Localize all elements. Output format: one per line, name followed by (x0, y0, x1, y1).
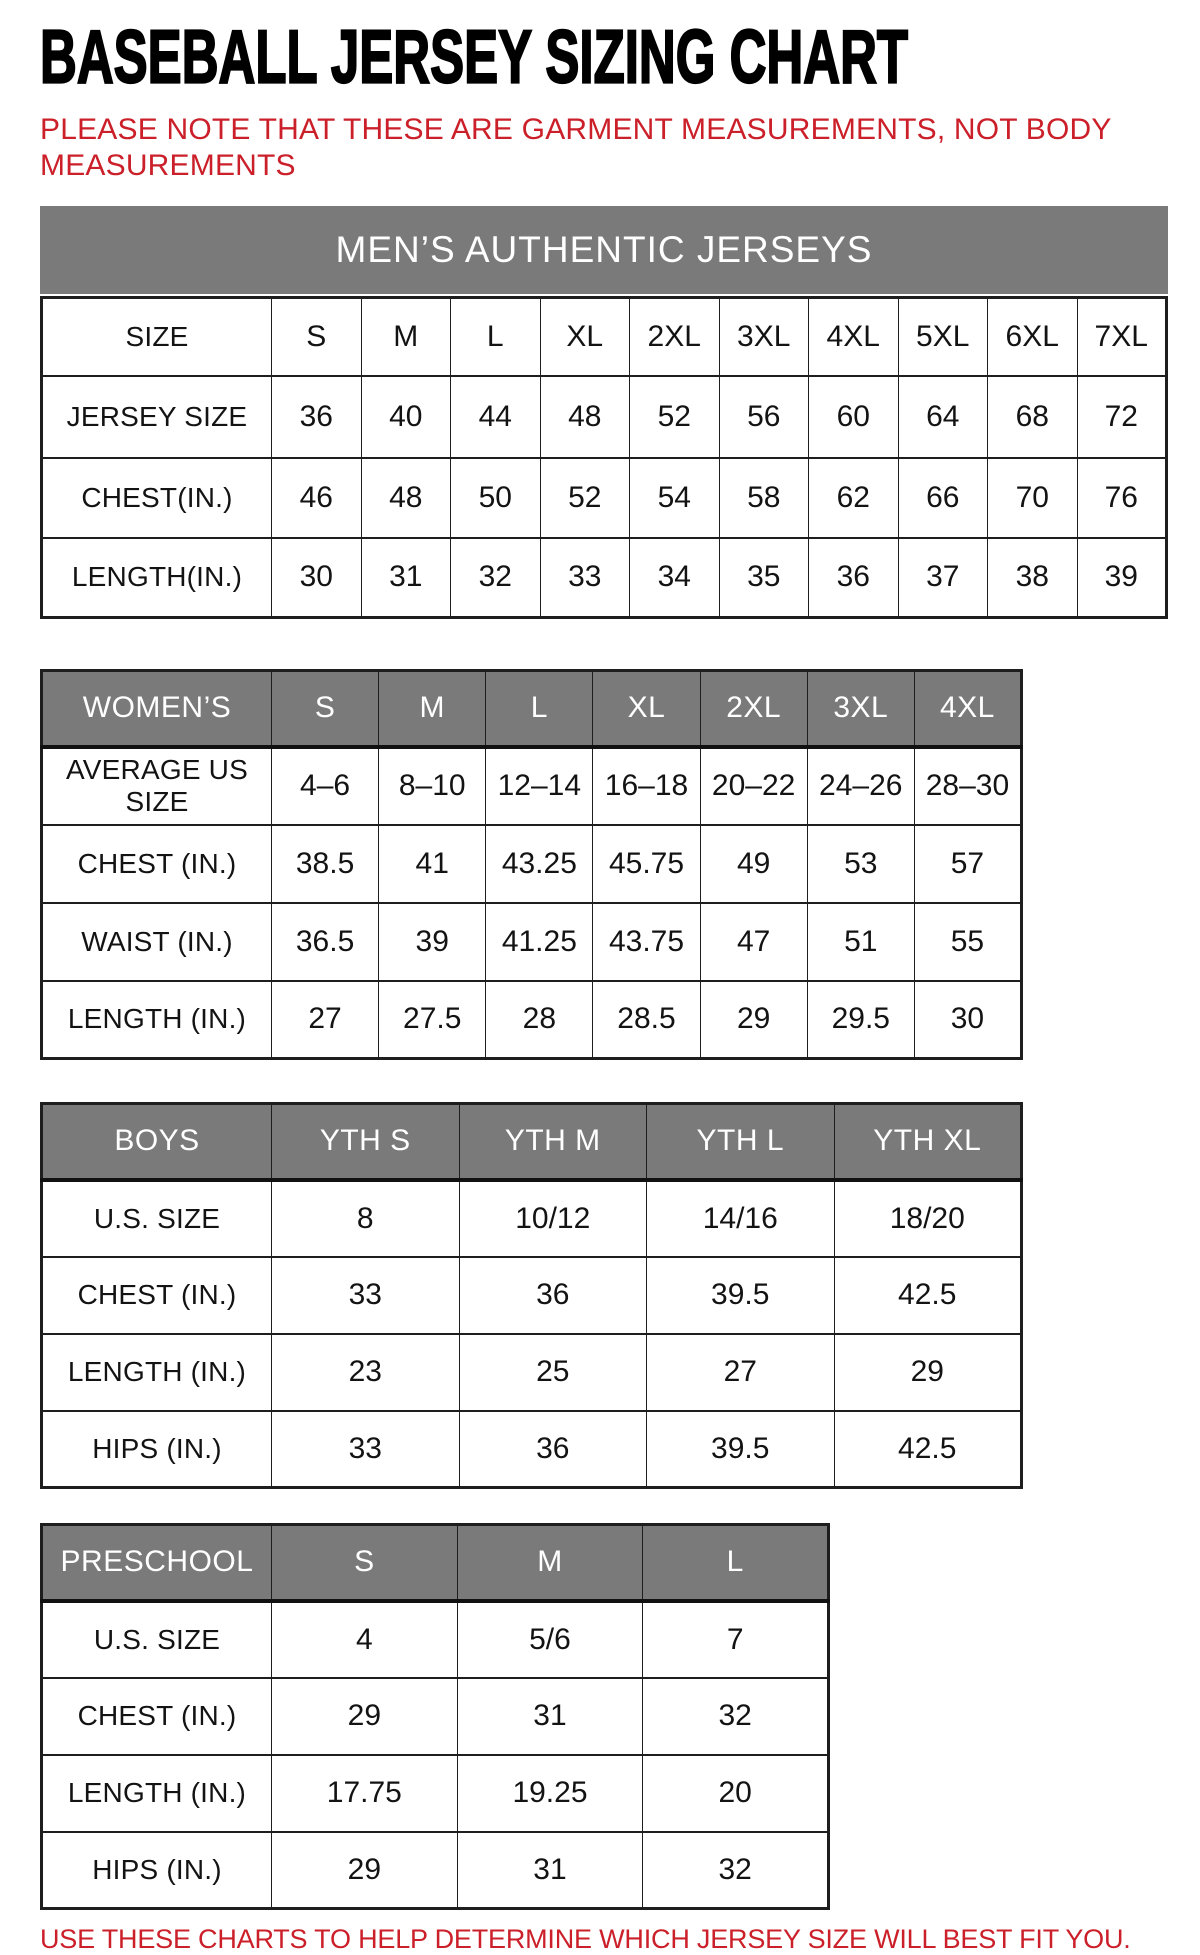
column-header: 4XL (809, 298, 899, 376)
data-cell: 41 (379, 825, 486, 903)
table-header-row (42, 671, 1022, 747)
data-cell: 29 (700, 981, 807, 1059)
data-cell: 48 (540, 376, 630, 458)
data-cell: 30 (914, 981, 1021, 1059)
data-cell: 70 (988, 458, 1078, 538)
table-title-cell: WOMEN’S (42, 671, 272, 747)
data-cell: 29.5 (807, 981, 914, 1059)
data-cell: 28–30 (914, 747, 1021, 825)
data-cell: 76 (1077, 458, 1167, 538)
column-header: XL (540, 298, 630, 376)
data-cell: 36 (272, 376, 362, 458)
data-cell: 16–18 (593, 747, 700, 825)
data-cell: 51 (807, 903, 914, 981)
column-header: 6XL (988, 298, 1078, 376)
data-cell: 39 (1077, 538, 1167, 618)
data-cell: 28.5 (593, 981, 700, 1059)
data-cell: 25 (459, 1334, 647, 1411)
data-cell: 52 (630, 376, 720, 458)
column-header: L (451, 298, 541, 376)
data-cell: 48 (361, 458, 451, 538)
data-cell: 42.5 (834, 1411, 1022, 1488)
table-row (42, 1755, 829, 1832)
column-header: 3XL (719, 298, 809, 376)
data-cell: 37 (898, 538, 988, 618)
table-row (42, 1334, 1022, 1411)
data-cell: 17.75 (272, 1755, 458, 1832)
column-header: 3XL (807, 671, 914, 747)
data-cell: 41.25 (486, 903, 593, 981)
data-cell: 10/12 (459, 1180, 647, 1257)
data-cell: 33 (272, 1257, 460, 1334)
table-row (42, 1601, 829, 1678)
table-row (42, 1678, 829, 1755)
data-cell: 44 (451, 376, 541, 458)
column-header: YTH L (647, 1104, 835, 1180)
column-header: 7XL (1077, 298, 1167, 376)
row-label: LENGTH (IN.) (42, 1755, 272, 1832)
data-cell: 34 (630, 538, 720, 618)
data-cell: 27.5 (379, 981, 486, 1059)
data-cell: 4 (272, 1601, 458, 1678)
data-cell: 18/20 (834, 1180, 1022, 1257)
data-cell: 47 (700, 903, 807, 981)
data-cell: 23 (272, 1334, 460, 1411)
data-cell: 33 (272, 1411, 460, 1488)
data-cell: 50 (451, 458, 541, 538)
table-title-cell: PRESCHOOL (42, 1525, 272, 1601)
boys-sizing-table (40, 1102, 1023, 1489)
mens-section (40, 206, 1168, 619)
preschool-section (40, 1523, 830, 1910)
data-cell: 32 (643, 1678, 829, 1755)
data-cell: 64 (898, 376, 988, 458)
data-cell: 29 (272, 1832, 458, 1909)
table-row (42, 538, 1167, 618)
data-cell: 7 (643, 1601, 829, 1678)
data-cell: 39.5 (647, 1411, 835, 1488)
data-cell: 28 (486, 981, 593, 1059)
row-label: HIPS (IN.) (42, 1411, 272, 1488)
data-cell: 40 (361, 376, 451, 458)
data-cell: 32 (451, 538, 541, 618)
data-cell: 45.75 (593, 825, 700, 903)
row-label: HIPS (IN.) (42, 1832, 272, 1909)
column-header: 5XL (898, 298, 988, 376)
data-cell: 56 (719, 376, 809, 458)
row-label: JERSEY SIZE (42, 376, 272, 458)
column-header: 2XL (630, 298, 720, 376)
column-header: 2XL (700, 671, 807, 747)
data-cell: 24–26 (807, 747, 914, 825)
column-header: 4XL (914, 671, 1021, 747)
column-header: YTH XL (834, 1104, 1022, 1180)
data-cell: 12–14 (486, 747, 593, 825)
data-cell: 38.5 (272, 825, 379, 903)
data-cell: 72 (1077, 376, 1167, 458)
column-header: S (272, 298, 362, 376)
table-title-cell: BOYS (42, 1104, 272, 1180)
column-header: M (361, 298, 451, 376)
table-row (42, 747, 1022, 825)
column-header: M (457, 1525, 643, 1601)
data-cell: 36 (809, 538, 899, 618)
data-cell: 4–6 (272, 747, 379, 825)
column-header: L (643, 1525, 829, 1601)
data-cell: 8 (272, 1180, 460, 1257)
row-label: LENGTH(IN.) (42, 538, 272, 618)
data-cell: 27 (647, 1334, 835, 1411)
row-label: CHEST (IN.) (42, 1257, 272, 1334)
row-label: CHEST (IN.) (42, 825, 272, 903)
data-cell: 66 (898, 458, 988, 538)
data-cell: 35 (719, 538, 809, 618)
data-cell: 46 (272, 458, 362, 538)
row-label: CHEST(IN.) (42, 458, 272, 538)
data-cell: 42.5 (834, 1257, 1022, 1334)
data-cell: 39 (379, 903, 486, 981)
table-header-row (42, 298, 1167, 376)
column-header: XL (593, 671, 700, 747)
data-cell: 14/16 (647, 1180, 835, 1257)
preschool-sizing-table (40, 1523, 830, 1910)
mens-banner: MEN’S AUTHENTIC JERSEYS (40, 206, 1168, 294)
data-cell: 5/6 (457, 1601, 643, 1678)
data-cell: 31 (361, 538, 451, 618)
data-cell: 52 (540, 458, 630, 538)
womens-sizing-table (40, 669, 1023, 1060)
data-cell: 38 (988, 538, 1078, 618)
table-row (42, 1411, 1022, 1488)
data-cell: 55 (914, 903, 1021, 981)
data-cell: 8–10 (379, 747, 486, 825)
data-cell: 36 (459, 1411, 647, 1488)
row-label: U.S. SIZE (42, 1601, 272, 1678)
data-cell: 54 (630, 458, 720, 538)
table-row (42, 1180, 1022, 1257)
data-cell: 60 (809, 376, 899, 458)
column-header: YTH M (459, 1104, 647, 1180)
table-title-cell: SIZE (42, 298, 272, 376)
data-cell: 57 (914, 825, 1021, 903)
data-cell: 68 (988, 376, 1078, 458)
table-header-row (42, 1525, 829, 1601)
data-cell: 33 (540, 538, 630, 618)
data-cell: 36 (459, 1257, 647, 1334)
column-header: S (272, 1525, 458, 1601)
data-cell: 20 (643, 1755, 829, 1832)
page-subtitle: PLEASE NOTE THAT THESE ARE GARMENT MEASUREMENTS, NOT BODY MEASUREMENTS (40, 113, 1112, 182)
table-row (42, 825, 1022, 903)
footer-note: USE THESE CHARTS TO HELP DETERMINE WHICH JERSEY SIZE WILL BEST FIT YOU. (40, 1924, 1131, 1954)
data-cell: 29 (272, 1678, 458, 1755)
table-row (42, 458, 1167, 538)
row-label: U.S. SIZE (42, 1180, 272, 1257)
table-row (42, 1832, 829, 1909)
data-cell: 49 (700, 825, 807, 903)
row-label: AVERAGE US SIZE (42, 747, 272, 825)
data-cell: 39.5 (647, 1257, 835, 1334)
data-cell: 36.5 (272, 903, 379, 981)
row-label: CHEST (IN.) (42, 1678, 272, 1755)
data-cell: 31 (457, 1678, 643, 1755)
table-row (42, 981, 1022, 1059)
boys-section (40, 1102, 1023, 1489)
womens-section (40, 669, 1023, 1060)
data-cell: 53 (807, 825, 914, 903)
row-label: WAIST (IN.) (42, 903, 272, 981)
row-label: LENGTH (IN.) (42, 981, 272, 1059)
data-cell: 43.25 (486, 825, 593, 903)
data-cell: 19.25 (457, 1755, 643, 1832)
data-cell: 32 (643, 1832, 829, 1909)
data-cell: 43.75 (593, 903, 700, 981)
column-header: L (486, 671, 593, 747)
page-title: BASEBALL JERSEY SIZING CHART (40, 15, 909, 100)
data-cell: 27 (272, 981, 379, 1059)
table-row (42, 1257, 1022, 1334)
column-header: S (272, 671, 379, 747)
mens-sizing-table (40, 296, 1168, 619)
data-cell: 20–22 (700, 747, 807, 825)
data-cell: 29 (834, 1334, 1022, 1411)
table-row (42, 376, 1167, 458)
row-label: LENGTH (IN.) (42, 1334, 272, 1411)
data-cell: 30 (272, 538, 362, 618)
data-cell: 58 (719, 458, 809, 538)
column-header: M (379, 671, 486, 747)
data-cell: 62 (809, 458, 899, 538)
table-header-row (42, 1104, 1022, 1180)
column-header: YTH S (272, 1104, 460, 1180)
table-row (42, 903, 1022, 981)
data-cell: 31 (457, 1832, 643, 1909)
